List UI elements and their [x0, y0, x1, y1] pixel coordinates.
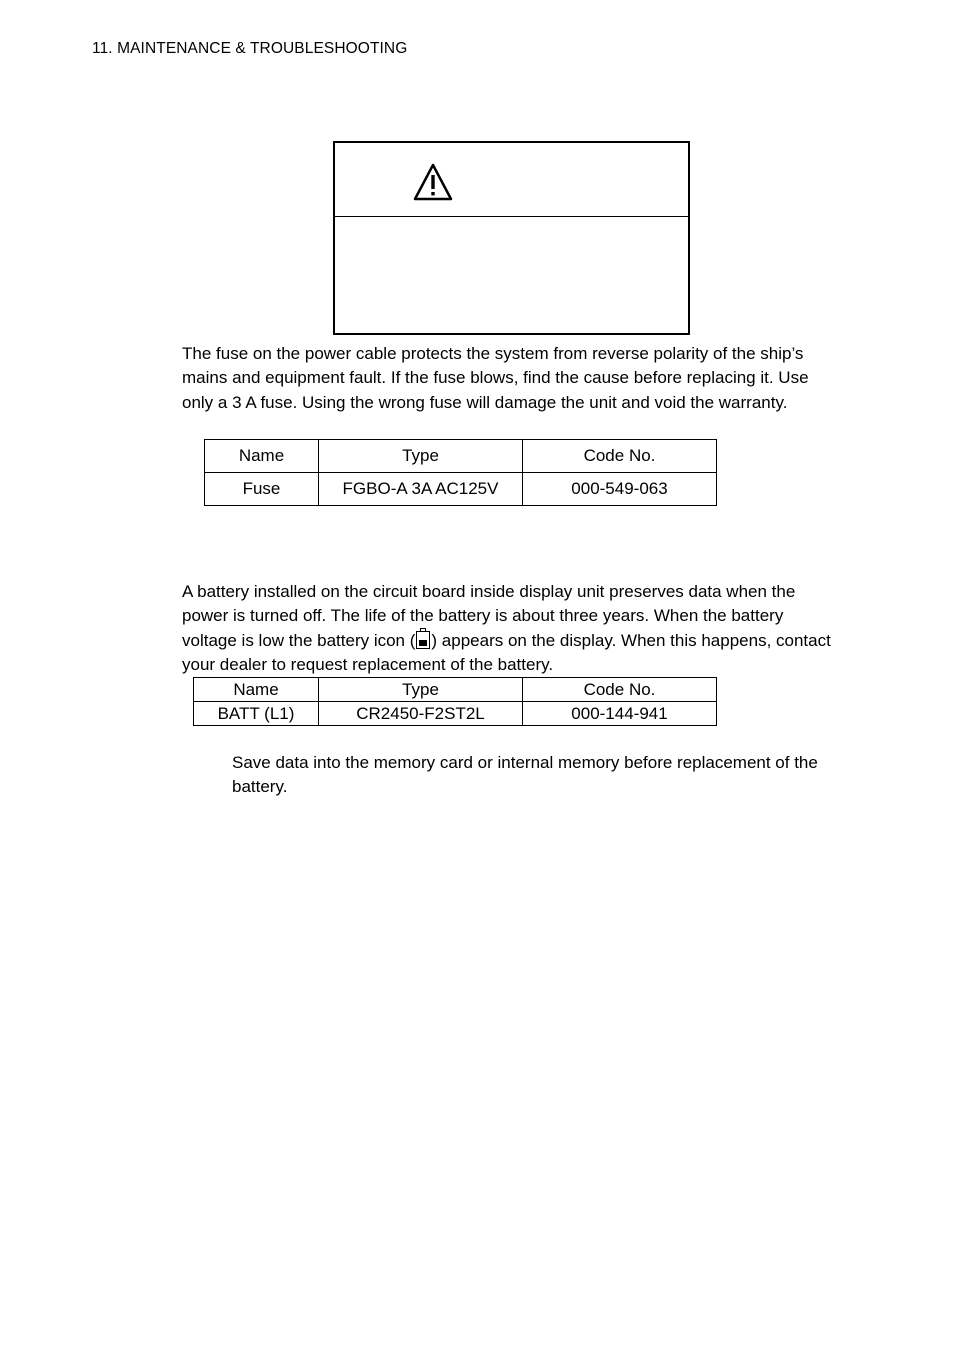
table-cell: Fuse: [205, 473, 319, 506]
table-header-cell: Code No.: [523, 440, 717, 473]
table-header-cell: Name: [194, 678, 319, 702]
battery-note: Save data into the memory card or internal memory before replacement of the battery.: [232, 753, 818, 797]
caution-header: [335, 143, 688, 217]
table-header-row: [194, 678, 717, 702]
page-header: 11. MAINTENANCE & TROUBLESHOOTING: [92, 40, 408, 57]
table-header-cell: Code No.: [523, 678, 717, 702]
battery-paragraph: [182, 580, 832, 678]
battery-text-part2: ) appears on the display. When this happens, contact your dealer to request replacement of the battery.: [182, 630, 831, 675]
warning-triangle-icon: [413, 163, 453, 201]
battery-table: [193, 677, 717, 726]
table-header-cell: Type: [319, 440, 523, 473]
table-header-cell: Name: [205, 440, 319, 473]
table-cell: 000-549-063: [523, 473, 717, 506]
table-cell: CR2450-F2ST2L: [319, 702, 523, 726]
table-cell: FGBO-A 3A AC125V: [319, 473, 523, 506]
battery-low-icon: [416, 631, 430, 649]
table-row: [194, 702, 717, 726]
table-row: [205, 473, 717, 506]
table-header-cell: Type: [319, 678, 523, 702]
table-cell: BATT (L1): [194, 702, 319, 726]
caution-box: [333, 141, 690, 335]
battery-text-part1: A battery installed on the circuit board inside display unit preserves data when the power is turned off. The life of the battery is about three years. When the battery voltage is low the battery icon (: [182, 582, 796, 650]
fuse-paragraph: The fuse on the power cable protects the system from reverse polarity of the ship’s mains and equipment fault. If the fuse blows, find the cause before replacing it. Use only a 3 A fuse. Using the wrong fuse will damage the unit and void the warranty.: [182, 344, 809, 412]
table-header-row: [205, 440, 717, 473]
table-cell: 000-144-941: [523, 702, 717, 726]
fuse-table: [204, 439, 717, 506]
